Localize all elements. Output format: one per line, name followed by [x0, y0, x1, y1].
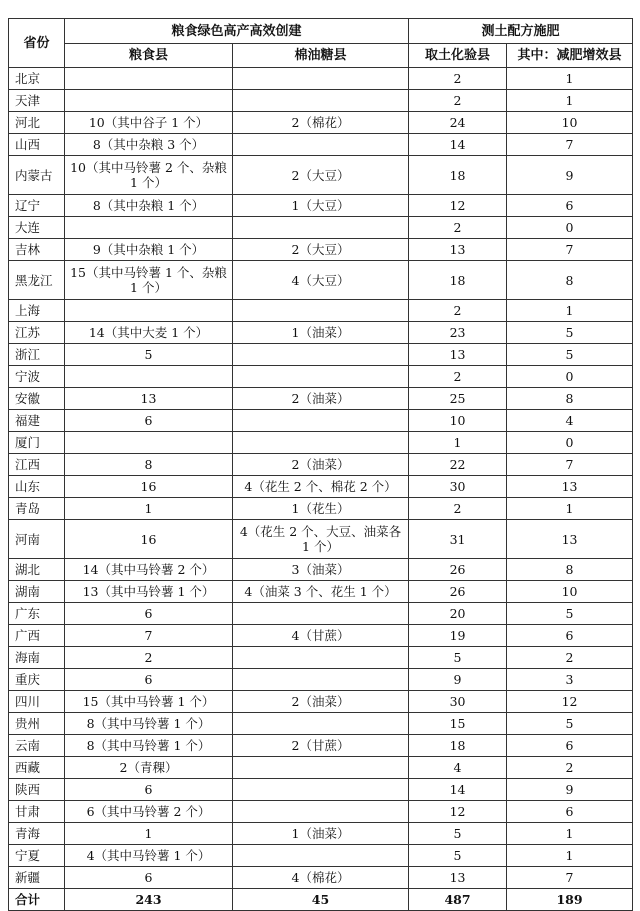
cell-soil-test-county: 25	[409, 388, 507, 410]
table-row	[9, 366, 633, 388]
cell-oil-sugar-county: 4（花生 2 个、大豆、油菜各 1 个）	[233, 520, 409, 559]
cell-soil-test-county: 9	[409, 669, 507, 691]
cell-province: 山西	[9, 134, 65, 156]
header-province: 省份	[9, 19, 65, 68]
cell-grain-county: 15（其中马铃薯 1 个、杂粮 1 个）	[65, 261, 233, 300]
cell-grain-county: 16	[65, 476, 233, 498]
cell-grain-county: 6	[65, 669, 233, 691]
cell-soil-test-county: 12	[409, 801, 507, 823]
cell-fert-reduction-county: 1	[507, 90, 633, 112]
cell-fert-reduction-county: 5	[507, 713, 633, 735]
cell-grain-county: 13	[65, 388, 233, 410]
cell-soil-test-county: 18	[409, 261, 507, 300]
cell-soil-test-county: 30	[409, 476, 507, 498]
cell-soil-test-county: 13	[409, 344, 507, 366]
cell-grain-county	[65, 300, 233, 322]
cell-oil-sugar-county	[233, 757, 409, 779]
cell-grain-county: 1	[65, 823, 233, 845]
cell-province: 贵州	[9, 713, 65, 735]
cell-oil-sugar-county: 2（油菜）	[233, 454, 409, 476]
table-row	[9, 498, 633, 520]
cell-grain-county: 8（其中杂粮 1 个）	[65, 195, 233, 217]
cell-fert-reduction-county: 2	[507, 647, 633, 669]
table-row	[9, 112, 633, 134]
cell-province: 辽宁	[9, 195, 65, 217]
cell-province: 吉林	[9, 239, 65, 261]
cell-soil-test-county: 30	[409, 691, 507, 713]
cell-fert-reduction-county: 8	[507, 559, 633, 581]
cell-soil-test-county: 12	[409, 195, 507, 217]
cell-province: 青岛	[9, 498, 65, 520]
cell-grain-county: 2（青稞）	[65, 757, 233, 779]
cell-grain-county	[65, 432, 233, 454]
table-body	[9, 68, 633, 911]
header-oil-sugar-county: 棉油糖县	[233, 44, 409, 68]
cell-soil-test-county: 19	[409, 625, 507, 647]
cell-soil-test-county: 5	[409, 845, 507, 867]
table-row	[9, 388, 633, 410]
cell-soil-test-county: 20	[409, 603, 507, 625]
cell-province: 浙江	[9, 344, 65, 366]
cell-soil-test-county: 13	[409, 867, 507, 889]
cell-province: 山东	[9, 476, 65, 498]
cell-soil-test-county: 2	[409, 90, 507, 112]
cell-province: 海南	[9, 647, 65, 669]
table-row	[9, 625, 633, 647]
table-row	[9, 410, 633, 432]
table-row	[9, 156, 633, 195]
total-cell-fert-reduction-county: 189	[507, 889, 633, 911]
table-row	[9, 476, 633, 498]
cell-grain-county: 6（其中马铃薯 2 个）	[65, 801, 233, 823]
cell-province: 广东	[9, 603, 65, 625]
cell-fert-reduction-county: 7	[507, 454, 633, 476]
cell-province: 宁波	[9, 366, 65, 388]
cell-oil-sugar-county	[233, 90, 409, 112]
cell-fert-reduction-county: 8	[507, 388, 633, 410]
cell-fert-reduction-county: 10	[507, 581, 633, 603]
cell-fert-reduction-county: 9	[507, 779, 633, 801]
table-row	[9, 757, 633, 779]
header-grain-group: 粮食绿色高产高效创建	[65, 19, 409, 44]
cell-province: 厦门	[9, 432, 65, 454]
cell-grain-county: 14（其中马铃薯 2 个）	[65, 559, 233, 581]
header-grain-county: 粮食县	[65, 44, 233, 68]
table-row	[9, 322, 633, 344]
cell-oil-sugar-county: 4（甘蔗）	[233, 625, 409, 647]
cell-fert-reduction-county: 0	[507, 366, 633, 388]
cell-soil-test-county: 18	[409, 735, 507, 757]
cell-oil-sugar-county	[233, 603, 409, 625]
table-row	[9, 713, 633, 735]
cell-soil-test-county: 2	[409, 300, 507, 322]
cell-oil-sugar-county	[233, 300, 409, 322]
cell-grain-county: 6	[65, 410, 233, 432]
table-row	[9, 239, 633, 261]
cell-soil-test-county: 24	[409, 112, 507, 134]
cell-province: 西藏	[9, 757, 65, 779]
header-soil-test-county: 取土化验县	[409, 44, 507, 68]
cell-fert-reduction-county: 7	[507, 867, 633, 889]
cell-province: 云南	[9, 735, 65, 757]
cell-fert-reduction-county: 12	[507, 691, 633, 713]
cell-fert-reduction-county: 8	[507, 261, 633, 300]
total-row	[9, 889, 633, 911]
header-soil-group: 测土配方施肥	[409, 19, 633, 44]
cell-grain-county: 4（其中马铃薯 1 个）	[65, 845, 233, 867]
cell-province: 大连	[9, 217, 65, 239]
table-row	[9, 845, 633, 867]
cell-province: 四川	[9, 691, 65, 713]
cell-province: 内蒙古	[9, 156, 65, 195]
cell-grain-county: 6	[65, 779, 233, 801]
cell-grain-county: 2	[65, 647, 233, 669]
cell-fert-reduction-county: 1	[507, 498, 633, 520]
cell-grain-county: 1	[65, 498, 233, 520]
cell-soil-test-county: 5	[409, 823, 507, 845]
header-fert-reduction-county: 其中：减肥增效县	[507, 44, 633, 68]
cell-grain-county	[65, 217, 233, 239]
cell-oil-sugar-county: 1（大豆）	[233, 195, 409, 217]
cell-grain-county: 7	[65, 625, 233, 647]
cell-grain-county: 8	[65, 454, 233, 476]
cell-fert-reduction-county: 1	[507, 68, 633, 90]
cell-soil-test-county: 2	[409, 217, 507, 239]
cell-fert-reduction-county: 5	[507, 603, 633, 625]
table-row	[9, 735, 633, 757]
cell-fert-reduction-county: 1	[507, 300, 633, 322]
cell-soil-test-county: 4	[409, 757, 507, 779]
cell-fert-reduction-county: 6	[507, 735, 633, 757]
cell-soil-test-county: 23	[409, 322, 507, 344]
total-cell-province: 合计	[9, 889, 65, 911]
table-row	[9, 801, 633, 823]
cell-oil-sugar-county	[233, 344, 409, 366]
cell-oil-sugar-county: 2（棉花）	[233, 112, 409, 134]
cell-fert-reduction-county: 1	[507, 845, 633, 867]
cell-fert-reduction-county: 10	[507, 112, 633, 134]
cell-grain-county	[65, 90, 233, 112]
cell-oil-sugar-county: 1（油菜）	[233, 322, 409, 344]
cell-fert-reduction-county: 2	[507, 757, 633, 779]
cell-soil-test-county: 15	[409, 713, 507, 735]
cell-fert-reduction-county: 6	[507, 801, 633, 823]
county-allocation-table	[8, 18, 633, 911]
cell-soil-test-county: 14	[409, 779, 507, 801]
cell-oil-sugar-county: 4（花生 2 个、棉花 2 个）	[233, 476, 409, 498]
table-row	[9, 581, 633, 603]
cell-grain-county	[65, 68, 233, 90]
total-cell-oil-sugar-county: 45	[233, 889, 409, 911]
cell-grain-county: 10（其中谷子 1 个）	[65, 112, 233, 134]
table-row	[9, 867, 633, 889]
cell-oil-sugar-county	[233, 647, 409, 669]
cell-oil-sugar-county: 1（油菜）	[233, 823, 409, 845]
table-row	[9, 217, 633, 239]
cell-soil-test-county: 1	[409, 432, 507, 454]
cell-province: 江西	[9, 454, 65, 476]
cell-fert-reduction-county: 5	[507, 322, 633, 344]
table-row	[9, 68, 633, 90]
table-row	[9, 603, 633, 625]
table-row	[9, 344, 633, 366]
cell-oil-sugar-county	[233, 845, 409, 867]
cell-fert-reduction-county: 6	[507, 625, 633, 647]
cell-grain-county: 13（其中马铃薯 1 个）	[65, 581, 233, 603]
cell-province: 上海	[9, 300, 65, 322]
cell-grain-county	[65, 366, 233, 388]
table-row	[9, 779, 633, 801]
cell-soil-test-county: 14	[409, 134, 507, 156]
table-row	[9, 647, 633, 669]
table-row	[9, 261, 633, 300]
cell-soil-test-county: 31	[409, 520, 507, 559]
cell-oil-sugar-county: 2（油菜）	[233, 388, 409, 410]
cell-soil-test-county: 2	[409, 366, 507, 388]
cell-oil-sugar-county	[233, 68, 409, 90]
cell-province: 广西	[9, 625, 65, 647]
cell-soil-test-county: 13	[409, 239, 507, 261]
cell-oil-sugar-county	[233, 432, 409, 454]
table-row	[9, 691, 633, 713]
table-row	[9, 454, 633, 476]
cell-province: 甘肃	[9, 801, 65, 823]
cell-soil-test-county: 10	[409, 410, 507, 432]
cell-fert-reduction-county: 13	[507, 520, 633, 559]
cell-oil-sugar-county	[233, 713, 409, 735]
cell-fert-reduction-county: 3	[507, 669, 633, 691]
table-row	[9, 134, 633, 156]
cell-grain-county: 6	[65, 867, 233, 889]
cell-grain-county: 16	[65, 520, 233, 559]
total-cell-soil-test-county: 487	[409, 889, 507, 911]
cell-oil-sugar-county: 2（大豆）	[233, 156, 409, 195]
cell-province: 宁夏	[9, 845, 65, 867]
cell-oil-sugar-county: 4（油菜 3 个、花生 1 个）	[233, 581, 409, 603]
table-row	[9, 559, 633, 581]
table-row	[9, 823, 633, 845]
cell-grain-county: 8（其中杂粮 3 个）	[65, 134, 233, 156]
table-row	[9, 300, 633, 322]
table-row	[9, 432, 633, 454]
cell-fert-reduction-county: 4	[507, 410, 633, 432]
cell-oil-sugar-county	[233, 366, 409, 388]
cell-oil-sugar-county	[233, 779, 409, 801]
cell-grain-county: 6	[65, 603, 233, 625]
cell-grain-county: 8（其中马铃薯 1 个）	[65, 713, 233, 735]
cell-soil-test-county: 26	[409, 581, 507, 603]
cell-fert-reduction-county: 1	[507, 823, 633, 845]
cell-province: 新疆	[9, 867, 65, 889]
cell-grain-county: 15（其中马铃薯 1 个）	[65, 691, 233, 713]
total-cell-grain-county: 243	[65, 889, 233, 911]
cell-oil-sugar-county	[233, 410, 409, 432]
cell-province: 安徽	[9, 388, 65, 410]
table-row	[9, 90, 633, 112]
cell-province: 青海	[9, 823, 65, 845]
cell-fert-reduction-county: 5	[507, 344, 633, 366]
cell-oil-sugar-county: 2（甘蔗）	[233, 735, 409, 757]
table-row	[9, 669, 633, 691]
cell-province: 北京	[9, 68, 65, 90]
cell-oil-sugar-county: 2（大豆）	[233, 239, 409, 261]
table-row	[9, 520, 633, 559]
cell-fert-reduction-county: 6	[507, 195, 633, 217]
cell-grain-county: 8（其中马铃薯 1 个）	[65, 735, 233, 757]
cell-soil-test-county: 5	[409, 647, 507, 669]
cell-province: 江苏	[9, 322, 65, 344]
cell-grain-county: 5	[65, 344, 233, 366]
cell-grain-county: 14（其中大麦 1 个）	[65, 322, 233, 344]
cell-oil-sugar-county	[233, 801, 409, 823]
cell-oil-sugar-county	[233, 669, 409, 691]
cell-soil-test-county: 26	[409, 559, 507, 581]
cell-province: 福建	[9, 410, 65, 432]
cell-fert-reduction-county: 0	[507, 217, 633, 239]
cell-grain-county: 9（其中杂粮 1 个）	[65, 239, 233, 261]
cell-grain-county: 10（其中马铃薯 2 个、杂粮 1 个）	[65, 156, 233, 195]
cell-soil-test-county: 2	[409, 498, 507, 520]
cell-province: 天津	[9, 90, 65, 112]
cell-oil-sugar-county: 1（花生）	[233, 498, 409, 520]
cell-oil-sugar-county: 2（油菜）	[233, 691, 409, 713]
cell-soil-test-county: 22	[409, 454, 507, 476]
cell-oil-sugar-county	[233, 134, 409, 156]
cell-fert-reduction-county: 13	[507, 476, 633, 498]
cell-province: 陕西	[9, 779, 65, 801]
cell-oil-sugar-county	[233, 217, 409, 239]
cell-province: 湖南	[9, 581, 65, 603]
cell-province: 湖北	[9, 559, 65, 581]
cell-oil-sugar-county: 3（油菜）	[233, 559, 409, 581]
cell-province: 黑龙江	[9, 261, 65, 300]
cell-soil-test-county: 2	[409, 68, 507, 90]
cell-province: 河南	[9, 520, 65, 559]
cell-fert-reduction-county: 0	[507, 432, 633, 454]
cell-soil-test-county: 18	[409, 156, 507, 195]
cell-province: 重庆	[9, 669, 65, 691]
table-row	[9, 195, 633, 217]
cell-province: 河北	[9, 112, 65, 134]
cell-oil-sugar-county: 4（棉花）	[233, 867, 409, 889]
cell-fert-reduction-county: 7	[507, 239, 633, 261]
cell-fert-reduction-county: 7	[507, 134, 633, 156]
cell-fert-reduction-county: 9	[507, 156, 633, 195]
cell-oil-sugar-county: 4（大豆）	[233, 261, 409, 300]
